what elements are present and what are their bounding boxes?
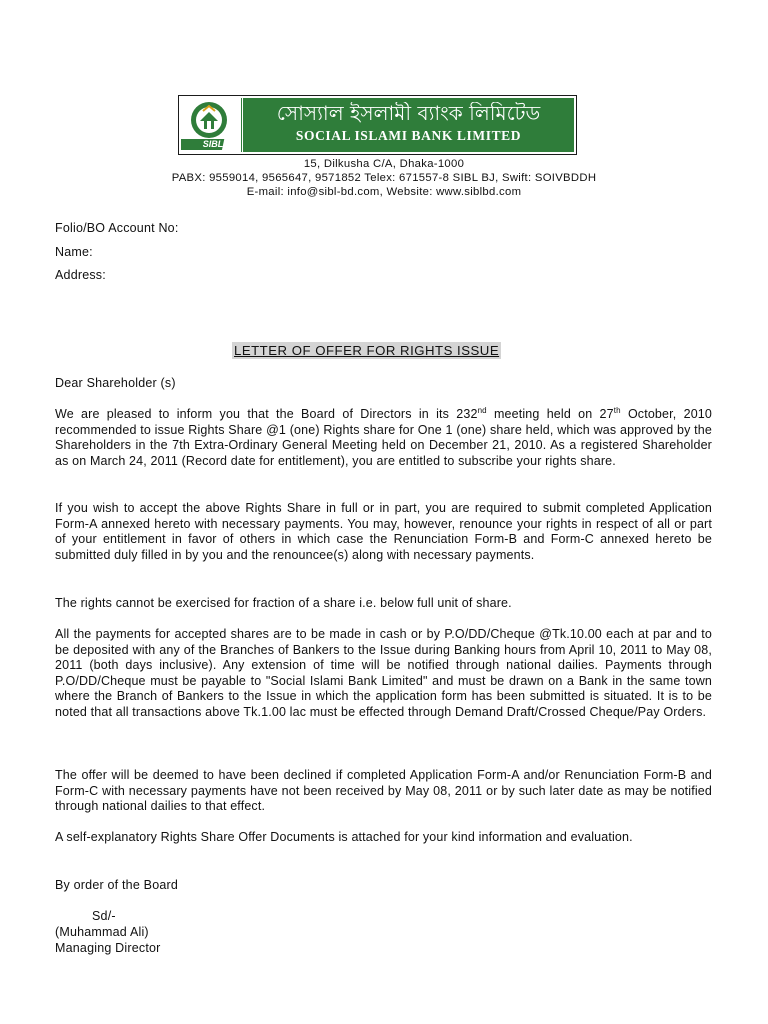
folio-label: Folio/BO Account No: <box>55 221 179 235</box>
logo-banner <box>243 98 574 152</box>
paragraph-offer-intro: We are pleased to inform you that the Board of Directors in its 232nd meeting held on 27th October, 2010 recommended to issue Rights Share @1 (one) Rights share for One 1 (one) share held, which was approved by the Shareholders in the 7th Extra-Ordinary General Meeting held on December 21, 2010. As a registered Shareholder as on March 24, 2011 (Record date for entitlement), you are entitled to subscribe your rights share. <box>55 406 712 468</box>
by-order-text: By order of the Board <box>55 878 179 892</box>
signatory-name: (Muhammad Ali) <box>55 925 149 939</box>
phone-line: PABX: 9559014, 9565647, 9571852 Telex: 671557-8 SIBL BJ, Swift: SOIVBDDH <box>171 172 597 184</box>
bank-name-english: SOCIAL ISLAMI BANK LIMITED <box>295 128 522 143</box>
paragraph-acceptance: If you wish to accept the above Rights Share in full or in part, you are required to submit completed Application Form-A annexed hereto with necessary payments. You may, however, renounce your rights in respect of all or part of your entitlement in favor of others in which case the Renunciation Form-B and Form-C annexed hereto be submitted duly filled in by you and the renouncee(s) along with necessary payments. <box>55 501 712 562</box>
paragraph-decline: The offer will be deemed to have been declined if completed Application Form-A and/or Renunciation Form-B and Form-C with necessary payments have not been received by May 08, 2011 or by such later date as may be notified through national dailies to that effect. <box>55 768 712 814</box>
paragraph-attachment: A self-explanatory Rights Share Offer Documents is attached for your kind information and evaluation. <box>55 830 633 844</box>
salutation: Dear Shareholder (s) <box>55 376 176 390</box>
address-line: 15, Dilkusha C/A, Dhaka-1000 <box>303 158 465 170</box>
logo-text: SIBL <box>202 139 224 149</box>
address-label: Address: <box>55 268 106 282</box>
email-line: E-mail: info@sibl-bd.com, Website: www.siblbd.com <box>246 186 522 198</box>
name-label: Name: <box>55 245 93 259</box>
bank-name-bengali: সোস্যাল ইসলামী ব্যাংক লিমিটেড <box>276 102 541 124</box>
signature: Sd/- <box>92 909 116 923</box>
signatory-title: Managing Director <box>55 941 161 955</box>
paragraph-fraction: The rights cannot be exercised for fraction of a share i.e. below full unit of share. <box>55 596 512 610</box>
paragraph-payment: All the payments for accepted shares are to be made in cash or by P.O/DD/Cheque @Tk.10.00 each at par and to be deposited with any of the Branches of Bankers to the Issue during Banking hours from April 10, 2011 to May 08, 2011 (both days inclusive). Any extension of time will be notified through national dailies. Payments through P.O/DD/Cheque must be payable to "Social Islami Bank Limited" and must be drawn on a Bank in the same town where the Branch of Bankers to the Issue in which the application form has been submitted is situated. It is to be noted that all transactions above Tk.1.00 lac must be effected through Demand Draft/Crossed Cheque/Pay Orders. <box>55 627 712 719</box>
bank-logo <box>178 95 577 155</box>
letter-title: LETTER OF OFFER FOR RIGHTS ISSUE <box>234 343 500 358</box>
sibl-emblem-icon <box>181 98 242 152</box>
